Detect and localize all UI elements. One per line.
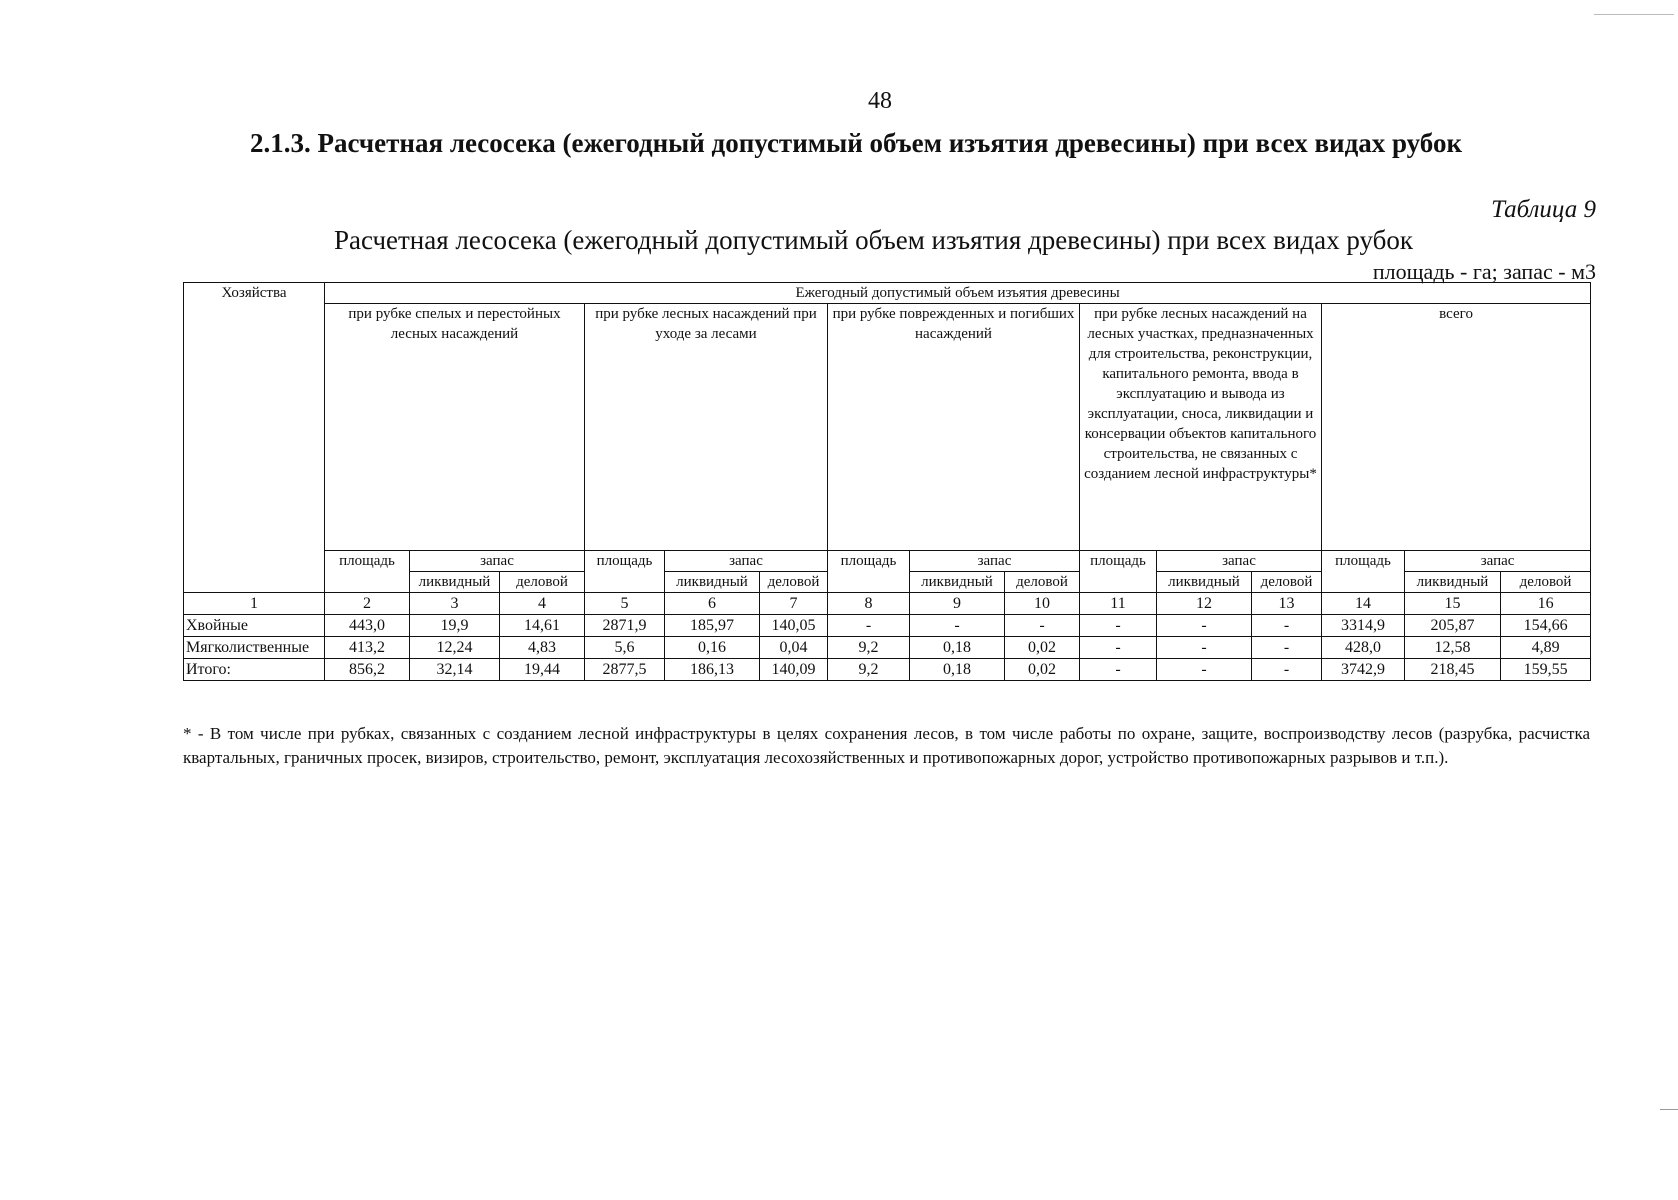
section-heading: 2.1.3. Расчетная лесосека (ежегодный допустимый объем изъятия древесины) при всех видах рубок [250, 128, 1463, 158]
table-cell: - [1157, 659, 1252, 681]
table-cell: - [1005, 615, 1080, 637]
scan-artifact-line [1660, 1109, 1678, 1110]
table-cell: 14,61 [500, 615, 585, 637]
table-row [184, 637, 1591, 659]
table-cell: 4,89 [1501, 637, 1591, 659]
table-cell: - [828, 615, 910, 637]
table-cell: 428,0 [1322, 637, 1405, 659]
table-cell: 9,2 [828, 637, 910, 659]
table-cell: 4,83 [500, 637, 585, 659]
group-header-tending: при рубке лесных насаждений при уходе за лесами [585, 304, 828, 551]
column-number-cell: 11 [1080, 593, 1157, 615]
table-cell: 205,87 [1405, 615, 1501, 637]
units-note: площадь - га; запас - м3 [1372, 259, 1596, 284]
table-cell: - [1080, 659, 1157, 681]
subheader-business: деловой [760, 572, 828, 593]
table-cell: - [1252, 659, 1322, 681]
column-number-cell: 3 [410, 593, 500, 615]
column-number-cell: 1 [184, 593, 325, 615]
table-cell: 140,09 [760, 659, 828, 681]
table-cell: 2877,5 [585, 659, 665, 681]
column-number-cell: 4 [500, 593, 585, 615]
table-cell: 159,55 [1501, 659, 1591, 681]
subheader-stock: запас [1405, 551, 1591, 572]
table-cell: 12,58 [1405, 637, 1501, 659]
table-cell: 443,0 [325, 615, 410, 637]
table-cell: 218,45 [1405, 659, 1501, 681]
subheader-business: деловой [500, 572, 585, 593]
table-cell: 0,02 [1005, 659, 1080, 681]
table-cell: - [910, 615, 1005, 637]
header-annual-volume: Ежегодный допустимый объем изъятия древесины [325, 283, 1591, 304]
table-cell: 3314,9 [1322, 615, 1405, 637]
table-cell: - [1252, 637, 1322, 659]
column-number-cell: 14 [1322, 593, 1405, 615]
column-number-cell: 6 [665, 593, 760, 615]
footnote: * - В том числе при рубках, связанных с созданием лесной инфраструктуры в целях сохранения лесов, в том числе работы по охране, защите, воспроизводству лесов (разрубка, расчистка квартальных, граничных просек, визиров, строительство, ремонт, эксплуатация лесохозяйственных и противопожарных дорог, устройство противопожарных разрывов и т.п.). [183, 724, 1590, 767]
column-number-row [184, 593, 1591, 615]
table-cell: 0,18 [910, 659, 1005, 681]
subheader-area: площадь [325, 551, 410, 593]
subheader-business: деловой [1005, 572, 1080, 593]
header-farms: Хозяйства [184, 283, 325, 593]
column-number-cell: 13 [1252, 593, 1322, 615]
table-cell: - [1252, 615, 1322, 637]
column-number-cell: 10 [1005, 593, 1080, 615]
column-number-cell: 12 [1157, 593, 1252, 615]
table-cell: 2871,9 [585, 615, 665, 637]
table-cell: - [1080, 615, 1157, 637]
row-label-cell: Хвойные [184, 615, 325, 637]
harvest-table [183, 282, 1591, 681]
table-cell: 9,2 [828, 659, 910, 681]
table-cell: 185,97 [665, 615, 760, 637]
table-cell: 12,24 [410, 637, 500, 659]
subheader-stock: запас [910, 551, 1080, 572]
row-label-cell: Мягколиственные [184, 637, 325, 659]
column-number-cell: 9 [910, 593, 1005, 615]
group-header-damaged: при рубке поврежденных и погибших насаждений [828, 304, 1080, 551]
table-label: Таблица 9 [1491, 196, 1596, 223]
column-number-cell: 5 [585, 593, 665, 615]
table-row [184, 659, 1591, 681]
subheader-area: площадь [1322, 551, 1405, 593]
subheader-liquid: ликвидный [910, 572, 1005, 593]
group-header-mature: при рубке спелых и перестойных лесных насаждений [325, 304, 585, 551]
scan-artifact-line [1594, 14, 1674, 15]
row-label-cell: Итого: [184, 659, 325, 681]
table-cell: 19,44 [500, 659, 585, 681]
table-cell: 413,2 [325, 637, 410, 659]
subheader-liquid: ликвидный [1405, 572, 1501, 593]
table-cell: - [1080, 637, 1157, 659]
table-body [184, 593, 1591, 681]
subheader-business: деловой [1252, 572, 1322, 593]
table-cell: 19,9 [410, 615, 500, 637]
group-header-total: всего [1322, 304, 1591, 551]
table-row [184, 615, 1591, 637]
subheader-stock: запас [1157, 551, 1322, 572]
column-number-cell: 8 [828, 593, 910, 615]
subheader-area: площадь [1080, 551, 1157, 593]
subheader-liquid: ликвидный [1157, 572, 1252, 593]
table-cell: 3742,9 [1322, 659, 1405, 681]
page-number: 48 [868, 88, 892, 114]
table-cell: 186,13 [665, 659, 760, 681]
table-cell: 140,05 [760, 615, 828, 637]
table-cell: 0,02 [1005, 637, 1080, 659]
subheader-liquid: ликвидный [665, 572, 760, 593]
table-cell: 154,66 [1501, 615, 1591, 637]
column-number-cell: 15 [1405, 593, 1501, 615]
table-cell: 5,6 [585, 637, 665, 659]
subheader-stock: запас [665, 551, 828, 572]
table-cell: 0,18 [910, 637, 1005, 659]
table-cell: - [1157, 615, 1252, 637]
subheader-stock: запас [410, 551, 585, 572]
subheader-liquid: ликвидный [410, 572, 500, 593]
table-cell: 856,2 [325, 659, 410, 681]
table-cell: 32,14 [410, 659, 500, 681]
table-cell: 0,16 [665, 637, 760, 659]
group-header-construction: при рубке лесных насаждений на лесных участках, предназначенных для строительства, реконструкции, капитального ремонта, ввода в эксплуатацию и вывода из эксплуатации, сноса, ликвидации и консервации объектов капитального строительства, не связанных с созданием лесной инфраструктуры* [1080, 304, 1322, 551]
table-title: Расчетная лесосека (ежегодный допустимый объем изъятия древесины) при всех видах рубок [334, 225, 1413, 255]
column-number-cell: 16 [1501, 593, 1591, 615]
table-cell: - [1157, 637, 1252, 659]
column-number-cell: 2 [325, 593, 410, 615]
subheader-area: площадь [585, 551, 665, 593]
column-number-cell: 7 [760, 593, 828, 615]
subheader-area: площадь [828, 551, 910, 593]
table-cell: 0,04 [760, 637, 828, 659]
subheader-business: деловой [1501, 572, 1591, 593]
